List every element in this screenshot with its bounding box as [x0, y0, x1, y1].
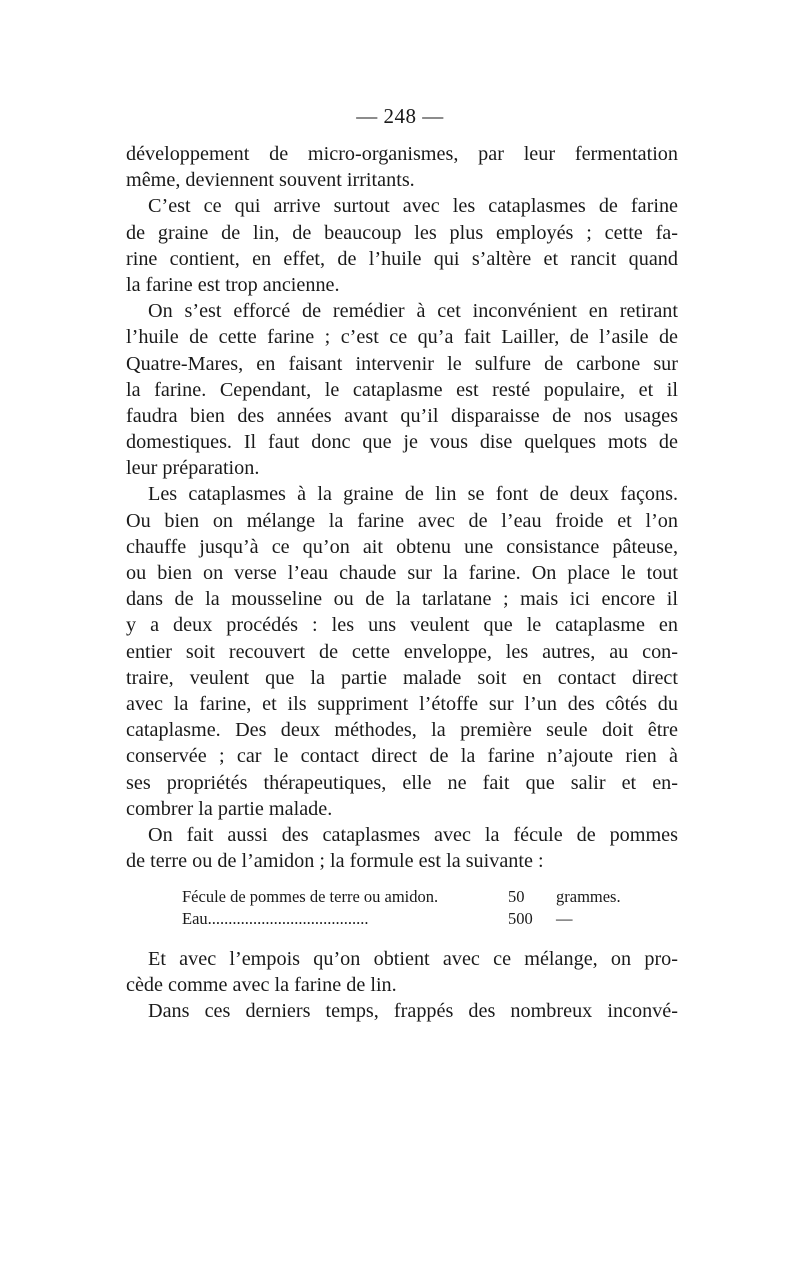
text-line: même, deviennent souvent irritants. — [126, 169, 415, 192]
text-line: dans de la mousseline ou de la tarlatane ; mais ici encore il — [126, 588, 678, 611]
text-line: Quatre-Mares, en faisant intervenir le sulfure de carbone sur — [126, 352, 678, 375]
formula-quantity: 500 — [508, 909, 533, 928]
text-line: conservée ; car le contact direct de la farine n’ajoute rien à — [126, 745, 678, 768]
formula-quantity: 50 — [508, 887, 525, 906]
text-line: la farine est trop ancienne. — [126, 273, 340, 296]
text-line: l’huile de cette farine ; c’est ce qu’a fait Lailler, de l’asile de — [126, 326, 678, 349]
text-line: On s’est efforcé de remédier à cet inconvénient en retirant — [148, 300, 678, 323]
text-line: ou bien on verse l’eau chaude sur la farine. On place le tout — [126, 562, 678, 584]
text-line: de terre ou de l’amidon ; la formule est la suivante : — [126, 850, 544, 873]
formula-table — [182, 886, 652, 930]
text-line: entier soit recouvert de cette enveloppe, les autres, au con- — [126, 640, 678, 663]
text-line: C’est ce qui arrive surtout avec les cataplasmes de farine — [148, 195, 678, 218]
text-line: On fait aussi des cataplasmes avec la fécule de pommes — [148, 823, 678, 846]
text-line: Dans ces derniers temps, frappés des nombreux inconvé- — [148, 1000, 678, 1023]
text-line: cède comme avec la farine de lin. — [126, 974, 397, 997]
text-line: faudra bien des années avant qu’il disparaisse de nos usages — [126, 404, 678, 427]
text-line: avec la farine, et ils suppriment l’étoffe sur l’un des côtés du — [126, 692, 678, 715]
text-line: rine contient, en effet, de l’huile qui s’altère et rancit quand — [126, 247, 678, 270]
text-line: Ou bien on mélange la farine avec de l’eau froide et l’on — [126, 509, 678, 532]
text-line: développement de micro-organismes, par leur fermentation — [126, 143, 678, 165]
text-line: domestiques. Il faut donc que je vous dise quelques mots de — [126, 431, 678, 454]
text-line: chauffe jusqu’à ce qu’on ait obtenu une consistance pâteuse, — [126, 535, 678, 558]
body-text-continued — [126, 946, 678, 1025]
body-text — [126, 141, 678, 874]
text-line: combrer la partie malade. — [126, 797, 333, 820]
formula-ingredient: Eau....................................... — [182, 909, 369, 928]
text-line: la farine. Cependant, le cataplasme est resté populaire, et il — [126, 378, 678, 401]
text-line: ses propriétés thérapeutiques, elle ne fait que salir et en- — [126, 771, 678, 794]
page-number: — 248 — — [356, 104, 444, 128]
formula-ingredient: Fécule de pommes de terre ou amidon. — [182, 887, 439, 906]
formula-row — [182, 886, 652, 908]
formula-unit: — — [556, 909, 573, 928]
text-line: cataplasme. Des deux méthodes, la première seule doit être — [126, 719, 678, 742]
formula-row — [182, 908, 652, 930]
formula-unit: grammes. — [556, 887, 621, 906]
text-line: leur préparation. — [126, 457, 260, 480]
text-line: y a deux procédés : les uns veulent que le cataplasme en — [126, 614, 678, 637]
text-line: Et avec l’empois qu’on obtient avec ce mélange, on pro- — [148, 948, 678, 970]
text-line: de graine de lin, de beaucoup les plus employés ; cette fa- — [126, 221, 678, 244]
text-line: Les cataplasmes à la graine de lin se font de deux façons. — [148, 483, 678, 506]
text-line: traire, veulent que la partie malade soit en contact direct — [126, 666, 678, 689]
